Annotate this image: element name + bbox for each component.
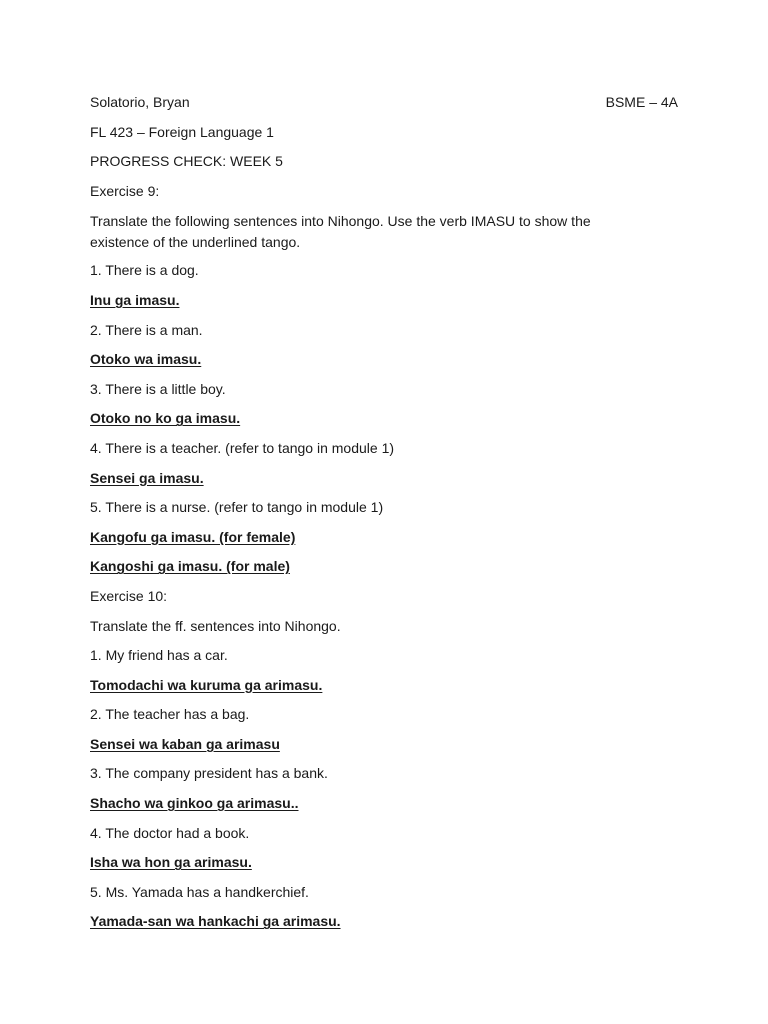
ex10-answer-3: Shacho wa ginkoo ga arimasu.. — [90, 795, 299, 812]
ex10-question-2: 2. The teacher has a bag. — [90, 706, 250, 723]
exercise10-heading: Exercise 10: — [90, 587, 168, 604]
page-title: PROGRESS CHECK: WEEK 5 — [90, 153, 283, 170]
ex9-answer-4: Sensei ga imasu. — [90, 469, 204, 486]
ex9-question-5: 5. There is a nurse. (refer to tango in module 1) — [90, 499, 384, 516]
ex9-answer-5b: Kangoshi ga imasu. (for male) — [90, 558, 290, 575]
student-section: BSME – 4A — [605, 94, 678, 110]
ex9-question-1: 1. There is a dog. — [90, 262, 199, 279]
document-page — [90, 93, 678, 942]
exercise9-instructions: Translate the following sentences into Nihongo. Use the verb IMASU to show the existence of the underlined tango. — [90, 213, 591, 251]
ex9-answer-1: Inu ga imasu. — [90, 291, 180, 308]
ex10-question-3: 3. The company president has a bank. — [90, 765, 328, 782]
ex9-question-2: 2. There is a man. — [90, 321, 203, 338]
course-title: FL 423 – Foreign Language 1 — [90, 123, 274, 140]
ex9-question-3: 3. There is a little boy. — [90, 380, 226, 397]
ex10-answer-2: Sensei wa kaban ga arimasu — [90, 735, 280, 752]
ex10-answer-1: Tomodachi wa kuruma ga arimasu. — [90, 676, 323, 693]
ex10-answer-4: Isha wa hon ga arimasu. — [90, 854, 252, 871]
student-name: Solatorio, Bryan — [90, 94, 190, 110]
ex10-question-1: 1. My friend has a car. — [90, 647, 228, 664]
ex9-answer-2: Otoko wa imasu. — [90, 351, 202, 368]
header-row — [90, 93, 678, 123]
exercise10-instructions: Translate the ff. sentences into Nihongo. — [90, 617, 341, 634]
exercise9-heading: Exercise 9: — [90, 182, 160, 199]
ex10-question-4: 4. The doctor had a book. — [90, 824, 250, 841]
ex9-question-4: 4. There is a teacher. (refer to tango in module 1) — [90, 439, 395, 456]
ex9-answer-5a: Kangofu ga imasu. (for female) — [90, 528, 296, 545]
ex10-answer-5: Yamada-san wa hankachi ga arimasu. — [90, 913, 341, 930]
ex9-answer-3: Otoko no ko ga imasu. — [90, 410, 241, 427]
ex10-question-5: 5. Ms. Yamada has a handkerchief. — [90, 883, 309, 900]
